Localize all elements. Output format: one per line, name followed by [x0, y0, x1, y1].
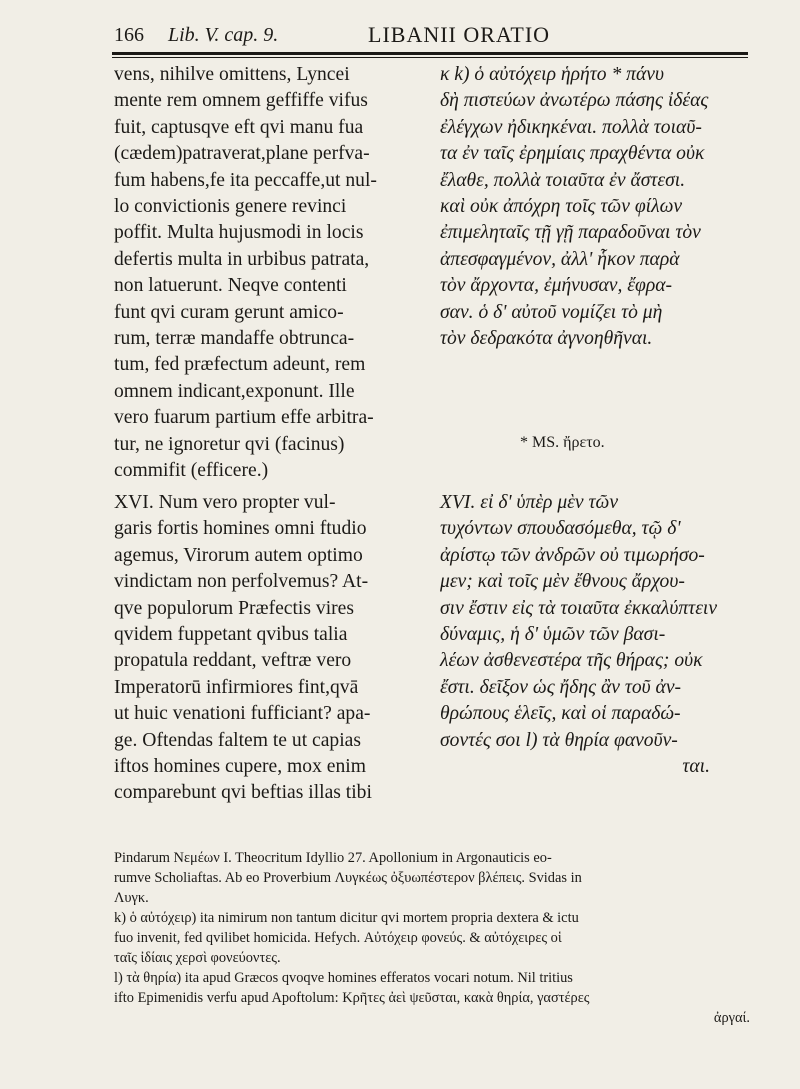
latin-line: ut huic venationi fufficiant? apa-	[114, 703, 371, 725]
footnote-line: Pindarum Νεμέων I. Theocritum Idyllio 27. Apollonium in Argonauticis eo-	[114, 850, 552, 866]
greek-line: τὸν δεδρακότα ἀγνοηθῆναι.	[440, 328, 653, 350]
footnote-line: fuo invenit, fed qvilibet homicida. Hefych. Αὐτόχειρ φονεύς. & αὐτόχειρες οἱ	[114, 930, 562, 946]
latin-line: (cædem)patraverat,plane perfva-	[114, 143, 370, 165]
latin-line: comparebunt qvi beftias illas tibi	[114, 782, 372, 804]
latin-line: qve populorum Præfectis vires	[114, 597, 354, 619]
greek-line: ται.	[682, 756, 710, 778]
greek-line: καὶ οὐκ ἀπόχρη τοῖς τῶν φίλων	[440, 196, 683, 218]
running-label: Lib. V. cap. 9.	[168, 24, 279, 46]
greek-line: σαν. ὁ δ' αὐτοῦ νομίζει τὸ μὴ	[440, 301, 663, 323]
manuscript-note: * MS. ἤρετο.	[520, 434, 605, 451]
greek-line: XVI. εἰ δ' ὑπὲρ μὲν τῶν	[440, 492, 619, 513]
greek-line: ἐλέγχων ἠδικηκέναι. πολλὰ τοιαῦ-	[440, 116, 702, 138]
latin-line: vindictam non perfolvemus? At-	[114, 571, 369, 593]
greek-line: ἔλαθε, πολλὰ τοιαῦτα ἐν ἄστεσι.	[440, 169, 686, 191]
greek-column-paragraph-2	[440, 490, 750, 780]
latin-line: Imperatorū infirmiores fint,qvā	[114, 676, 359, 698]
latin-line: mente rem omnem geffiffe vifus	[114, 90, 368, 112]
latin-line: tum, fed præfectum adeunt, rem	[114, 354, 366, 376]
header-rule-thin	[112, 57, 748, 58]
latin-line: commifit (efficere.)	[114, 460, 269, 482]
latin-line: fum habens,fe ita peccaffe,ut nul-	[114, 169, 377, 191]
footnote-line: rumve Scholiaftas. Ab eo Proverbium Λυγκέως ὀξυωπέστερον βλέπεις. Svidas in	[114, 870, 582, 886]
footnotes	[114, 848, 750, 1028]
greek-line: δὴ πιστεύων ἀνωτέρω πάσης ἰδέας	[440, 90, 709, 112]
latin-line: lo convictionis genere revinci	[114, 196, 347, 218]
latin-line: tur, ne ignoretur qvi (facinus)	[114, 433, 345, 455]
greek-line: λέων ἀσθενεστέρα τῆς θήρας; οὐκ	[440, 650, 703, 672]
footnote-line: k) ὁ αὐτόχειρ) ita nimirum non tantum dicitur qvi mortem propria dextera & ictu	[114, 910, 579, 926]
latin-line: fuit, captusqve eft qvi manu fua	[114, 116, 364, 138]
header-rule	[112, 52, 748, 55]
footnote-line: ταῖς ἰδίαις χερσὶ φονεύοντες.	[114, 950, 281, 966]
latin-line: vero fuarum partium effe arbitra-	[114, 407, 374, 429]
latin-line: non latuerunt. Neqve contenti	[114, 275, 347, 297]
running-title: LIBANII ORATIO	[368, 22, 551, 47]
greek-line: σιν ἔστιν εἰς τὰ τοιαῦτα ἐκκαλύπτειν	[440, 597, 718, 619]
latin-line: vens, nihilve omittens, Lyncei	[114, 64, 350, 85]
greek-line: τὸν ἄρχοντα, ἐμήνυσαν, ἔφρα-	[440, 275, 673, 297]
greek-line: τα ἐν ταῖς ἐρημίαις πραχθέντα οὐκ	[440, 143, 705, 165]
greek-line: ἐπιμεληταῖς τῇ γῇ παραδοῦναι τὸν	[440, 222, 701, 244]
footnote-line: ἀργαί.	[713, 1010, 750, 1026]
latin-line: iftos homines cupere, mox enim	[114, 756, 366, 778]
latin-line: defertis multa in urbibus patrata,	[114, 248, 370, 270]
latin-line: propatula reddant, veftræ vero	[114, 650, 352, 672]
footnote-line: Λυγκ.	[114, 890, 149, 906]
greek-line: ἔστι. δεῖξον ὡς ἤδης ἂν τοῦ ἀν-	[440, 676, 682, 698]
greek-line: κ k) ὁ αὐτόχειρ ἡρήτο * πάνυ	[440, 64, 664, 85]
latin-line: poffit. Multa hujusmodi in locis	[114, 222, 364, 244]
greek-line: ἀρίστῳ τῶν ἀνδρῶν οὐ τιμωρήσο-	[440, 544, 705, 566]
greek-line: θρώπους ἑλεῖς, καὶ οἱ παραδώ-	[440, 703, 681, 725]
running-header	[108, 18, 748, 48]
greek-line: σοντές σοι l) τὰ θηρία φανοῦν-	[440, 729, 678, 751]
latin-column-paragraph-2	[114, 490, 424, 807]
latin-column-paragraph-1	[114, 62, 424, 485]
latin-line: rum, terræ mandaffe obtrunca-	[114, 328, 355, 350]
greek-line: ἀπεσφαγμένον, ἀλλ' ἧκον παρὰ	[440, 248, 680, 270]
footnote-line: l) τὰ θηρία) ita apud Græcos qvoqve homines efferatos vocari notum. Nil tritius	[114, 970, 573, 986]
latin-line: qvidem fuppetant qvibus talia	[114, 624, 348, 646]
latin-line: ge. Oftendas faltem te ut capias	[114, 729, 361, 751]
latin-line: garis fortis homines omni ftudio	[114, 518, 367, 540]
latin-line: omnem indicant,exponunt. Ille	[114, 380, 355, 402]
footnote-line: ifto Epimenidis verfu apud Apoftolum: Κρῆτες ἀεὶ ψεῦσται, κακὰ θηρία, γαστέρες	[114, 990, 590, 1006]
greek-line: μεν; καὶ τοῖς μὲν ἔθνους ἄρχου-	[440, 571, 685, 593]
latin-line: agemus, Virorum autem optimo	[114, 544, 363, 566]
latin-line: XVI. Num vero propter vul-	[114, 492, 336, 513]
greek-column-paragraph-1	[440, 62, 750, 352]
page-number: 166	[114, 24, 144, 46]
greek-line: δύναμις, ἡ δ' ὑμῶν τῶν βασι-	[440, 624, 666, 646]
latin-line: funt qvi curam gerunt amico-	[114, 301, 344, 323]
greek-line: τυχόντων σπουδασόμεθα, τῷ δ'	[440, 518, 681, 540]
